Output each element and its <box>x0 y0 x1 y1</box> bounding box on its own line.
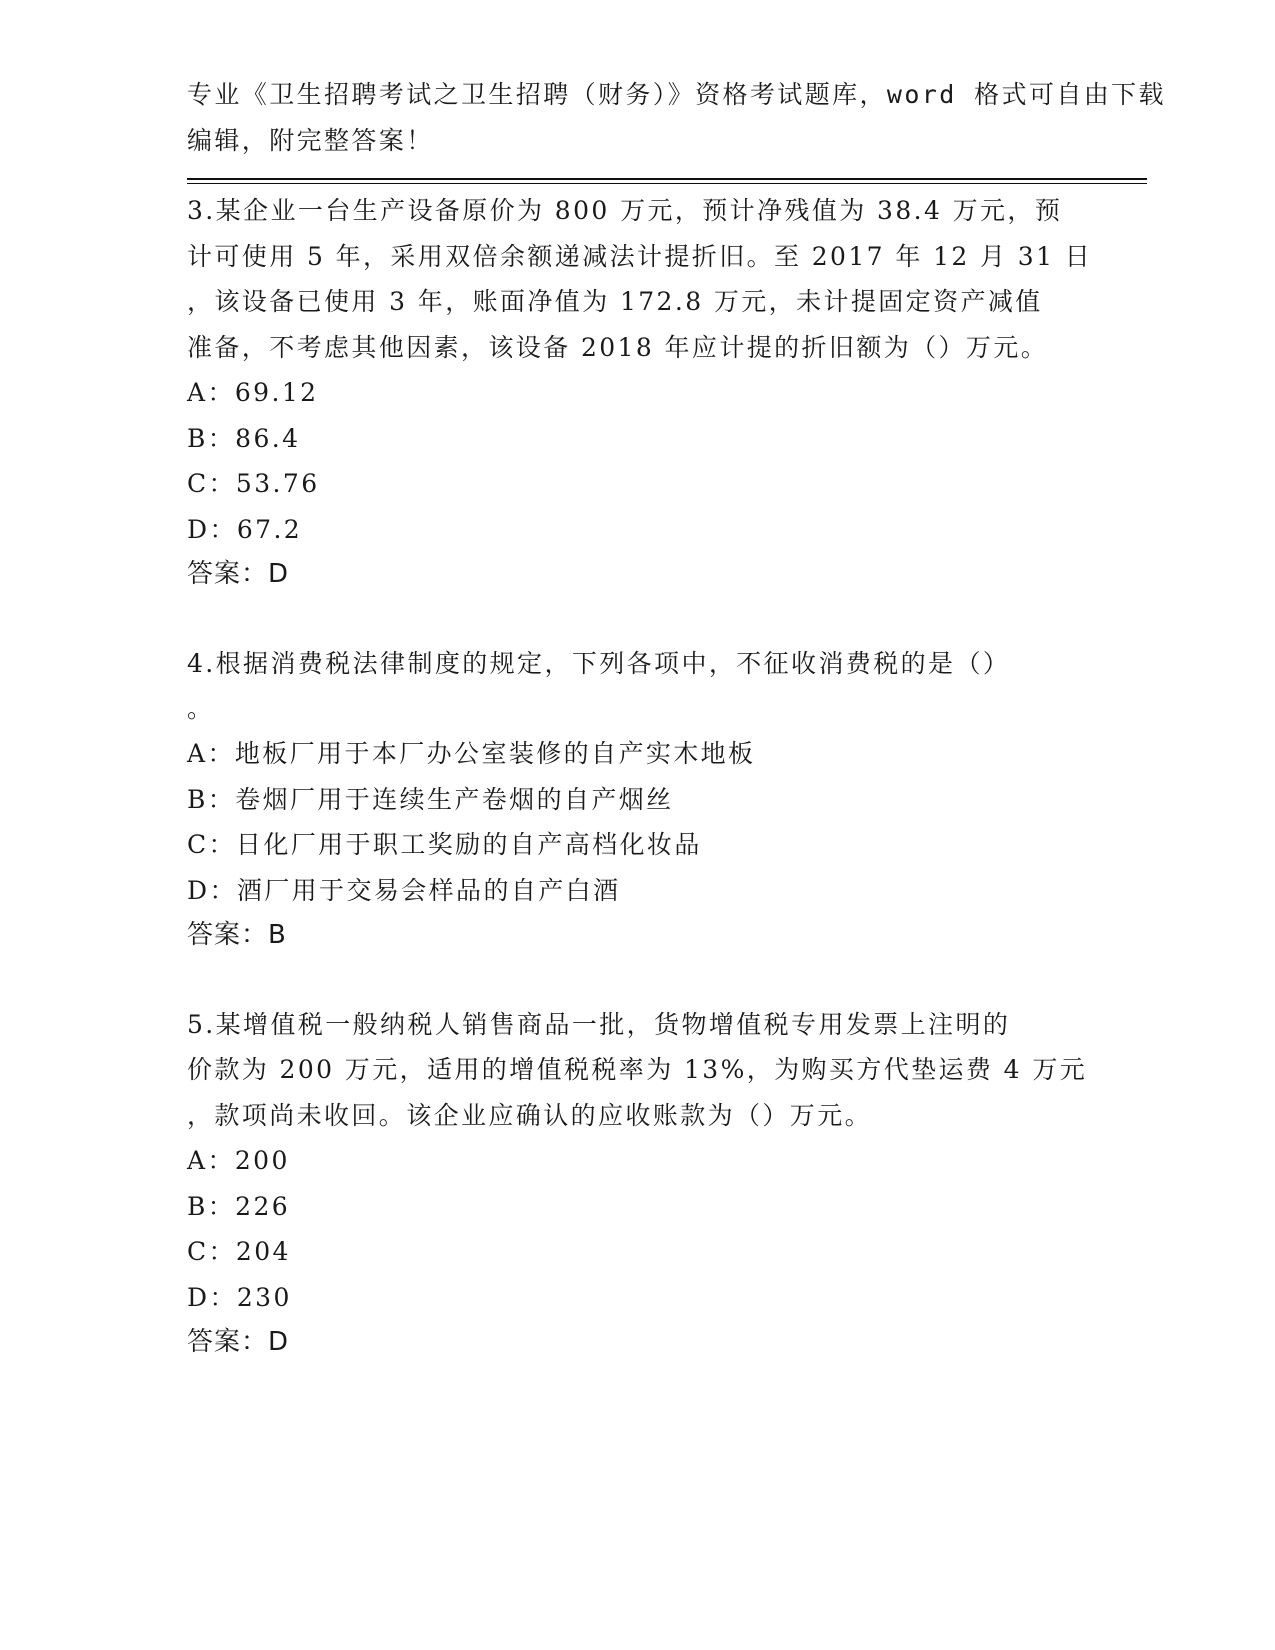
option-c: C：日化厂用于职工奖励的自产高档化妆品 <box>187 830 702 859</box>
header-line: 编辑，附完整答案！ <box>187 125 434 155</box>
question-text-line: ，款项尚未收回。该企业应确认的应收账款为（）万元。 <box>187 1100 873 1130</box>
answer-label: 答案：D <box>187 559 290 589</box>
question-5 <box>187 1002 1107 1366</box>
question-text-line: 计可使用 5 年，采用双倍余额递减法计提折旧。至 2017 年 12 月 31 日 <box>187 241 1093 271</box>
option-b: B：86.4 <box>187 423 301 453</box>
answer-label: 答案：D <box>187 1327 290 1357</box>
answer-label: 答案：B <box>187 920 287 950</box>
question-3 <box>187 188 1107 598</box>
question-list <box>187 188 1107 1409</box>
option-b: B：卷烟厂用于连续生产卷烟的自产烟丝 <box>187 784 674 814</box>
question-text-line: 4.根据消费税法律制度的规定，下列各项中，不征收消费税的是（） <box>187 648 1011 678</box>
question-text-line: 准备，不考虑其他因素，该设备 2018 年应计提的折旧额为（）万元。 <box>187 332 1049 362</box>
option-a: A：200 <box>187 1146 290 1175</box>
option-c: C：53.76 <box>187 469 320 498</box>
option-d: D：230 <box>187 1282 292 1312</box>
option-b: B：226 <box>187 1191 291 1221</box>
header-line: 专业《卫生招聘考试之卫生招聘（财务）》资格考试题库，word 格式可自由下载 <box>187 80 1166 109</box>
question-text-line: 5.某增值税一般纳税人销售商品一批，货物增值税专用发票上注明的 <box>187 1009 1011 1039</box>
option-c: C：204 <box>187 1237 291 1266</box>
header-divider-thin <box>187 183 1147 184</box>
question-text-line: 价款为 200 万元，适用的增值税税率为 13%，为购买方代垫运费 4 万元 <box>187 1055 1088 1084</box>
question-text-line: ，该设备已使用 3 年，账面净值为 172.8 万元，未计提固定资产减值 <box>187 287 1043 316</box>
question-text-line: 3.某企业一台生产设备原价为 800 万元，预计净残值为 38.4 万元，预 <box>187 196 1063 225</box>
option-a: A：地板厂用于本厂办公室装修的自产实木地板 <box>187 739 756 768</box>
header-divider-thick <box>187 178 1147 180</box>
question-4 <box>187 641 1107 959</box>
question-text-line: 。 <box>187 694 215 723</box>
option-d: D：酒厂用于交易会样品的自产白酒 <box>187 875 621 905</box>
option-a: A：69.12 <box>187 378 319 407</box>
option-d: D：67.2 <box>187 514 303 544</box>
document-header <box>187 72 1166 163</box>
